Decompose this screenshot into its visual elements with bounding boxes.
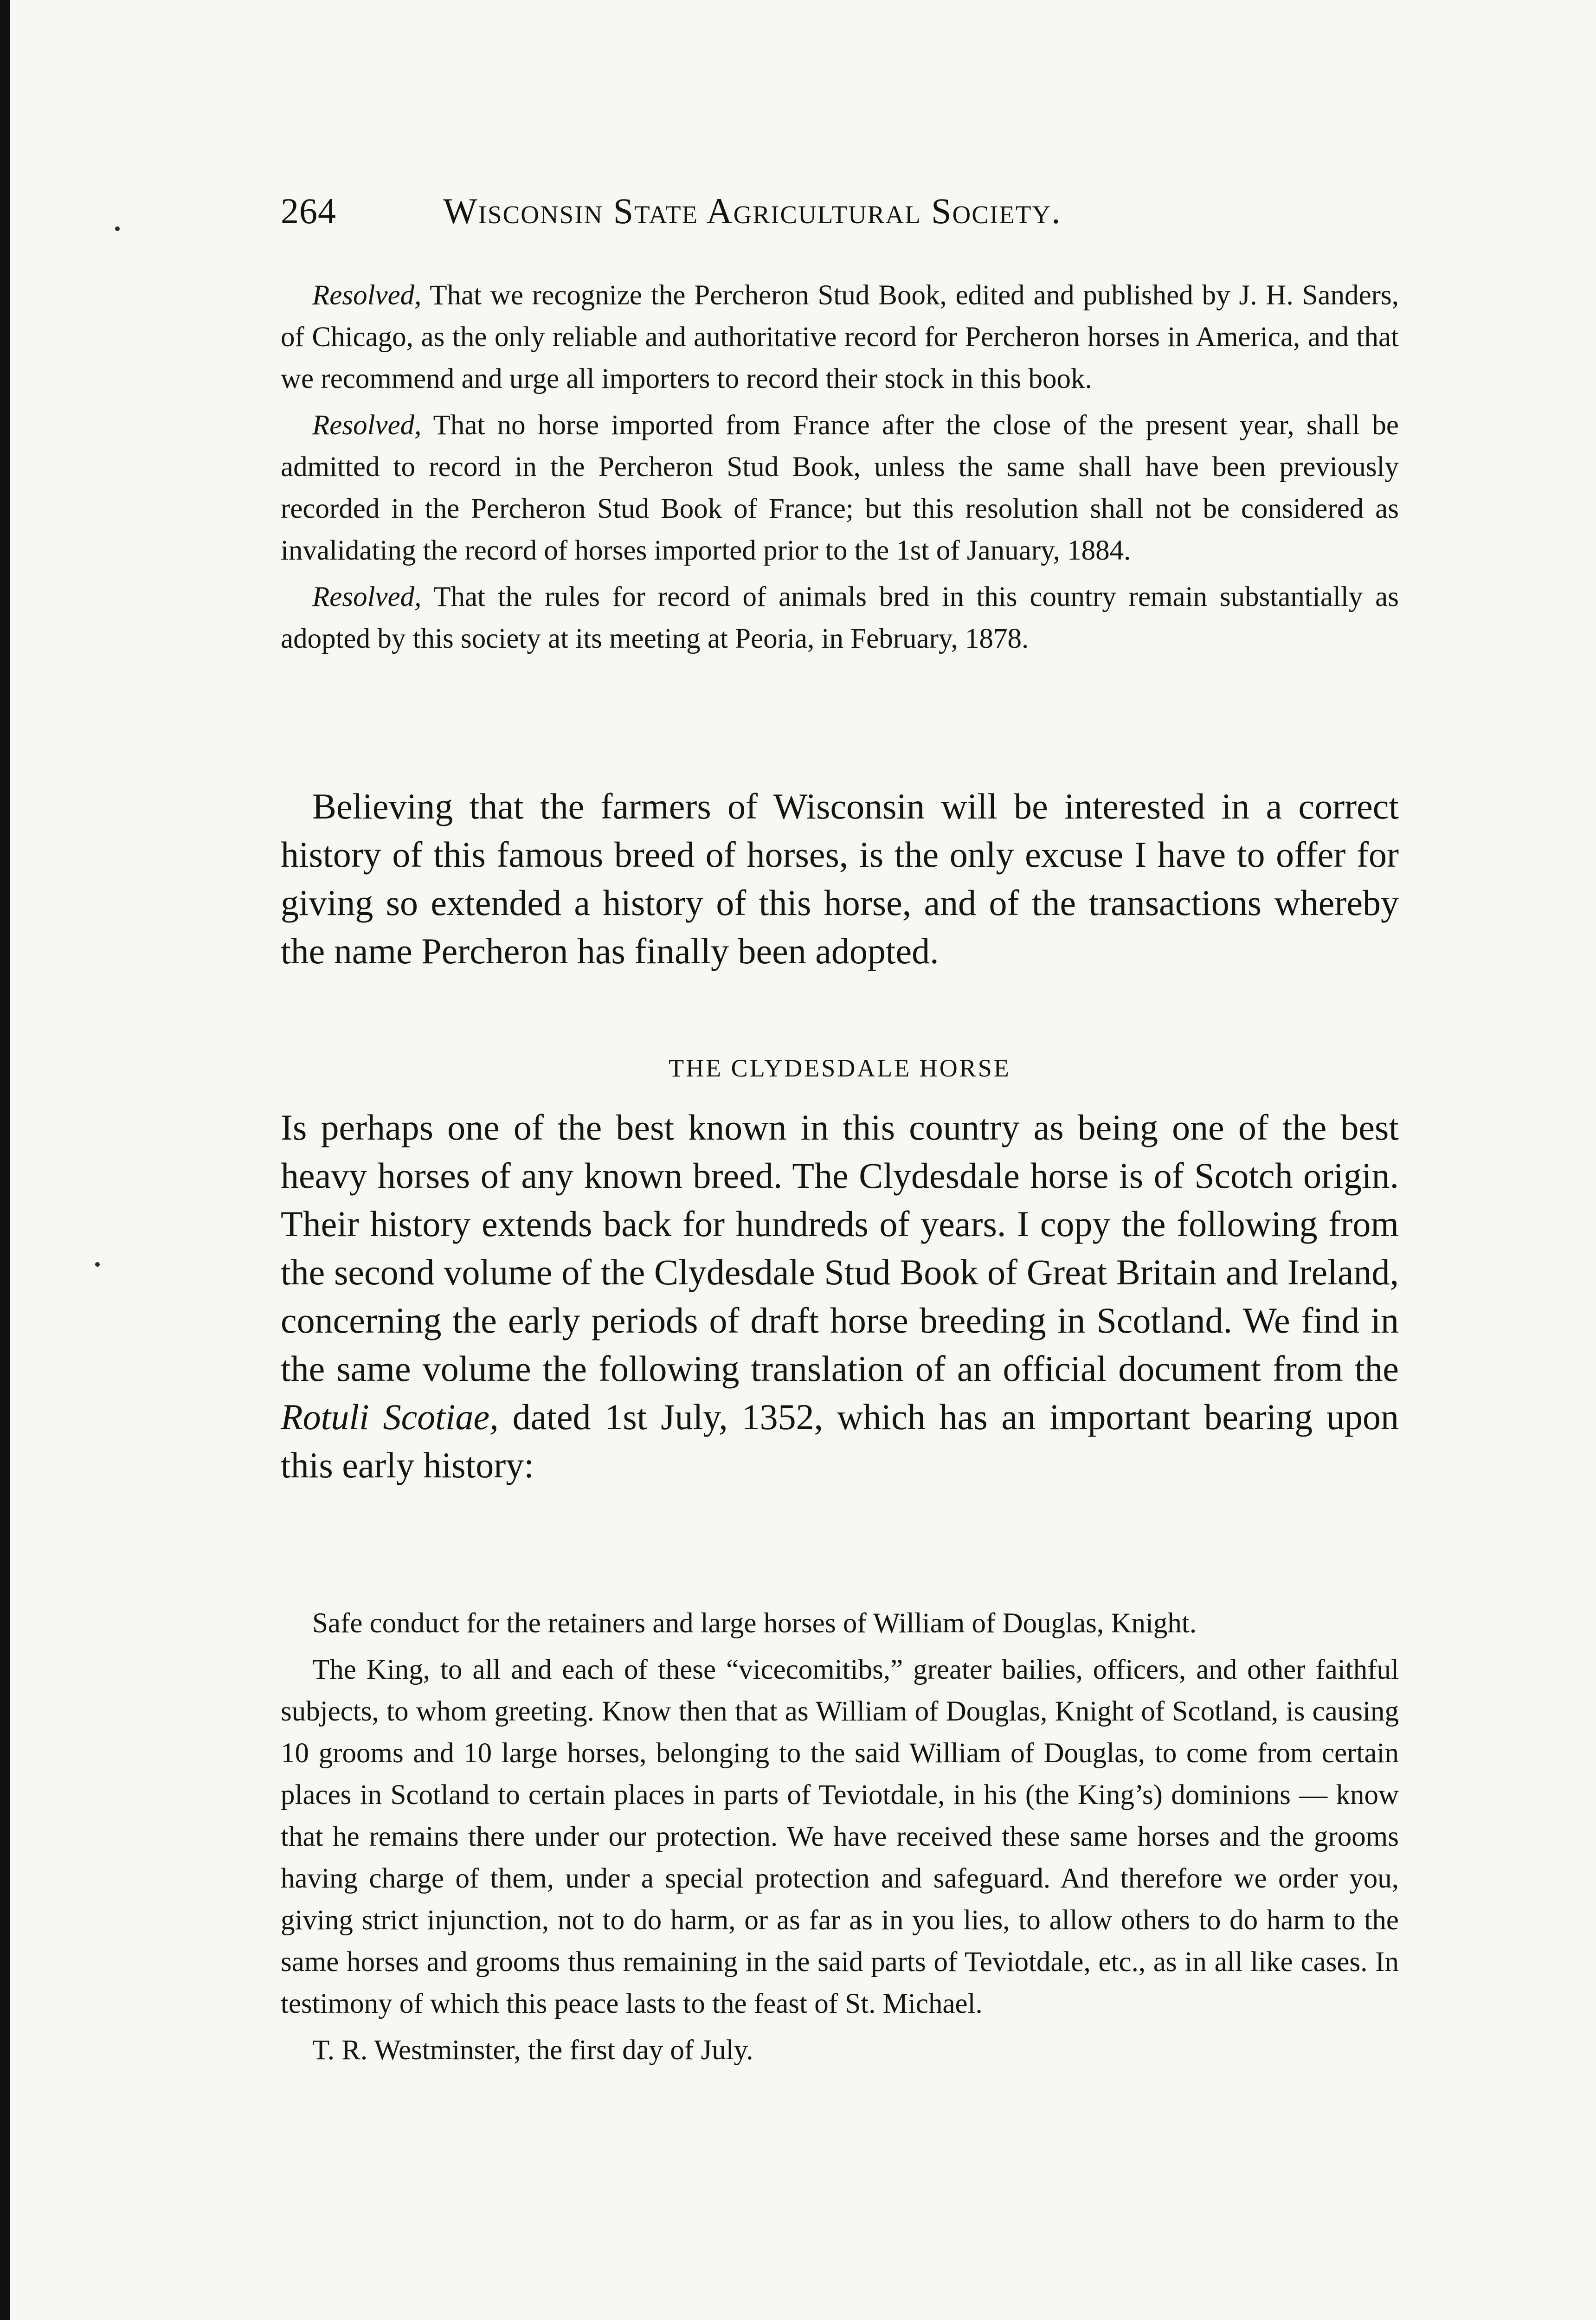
resolution-lead: Resolved,	[312, 581, 422, 612]
page-number: 264	[281, 191, 336, 231]
believing-block	[281, 782, 1399, 975]
document-block	[281, 1603, 1399, 2071]
clydesdale-text: Is perhaps one of the best known in this country as being one of the best heavy horses of any known breed. The Clydesdale horse is of Scotch origin. Their history extends back for hundreds of years. I copy the following from the second volume of the Clydesdale Stud Book of Great Britain and Ireland, concerning the early periods of draft horse breeding in Scotland. We find in the same volume the following translation of an official document from the	[281, 1107, 1399, 1389]
page-header	[281, 188, 1246, 244]
resolution-text: That the rules for record of animals bred in this country remain substantially as adopted by this society at its meeting at Peoria, in February, 1878.	[281, 581, 1399, 654]
resolutions-block	[281, 275, 1399, 660]
running-title: Wisconsin State Agricultural Society.	[443, 191, 1062, 231]
resolution-lead: Resolved,	[312, 280, 422, 311]
clydesdale-text-end: dated 1st July, 1352, which has an important bearing upon this early history:	[281, 1397, 1399, 1485]
believing-paragraph: Believing that the farmers of Wisconsin will be interested in a correct history of this famous breed of horses, is the only excuse I have to offer for giving so extended a history of this horse, and of the transactions whereby the name Percheron has finally been adopted.	[281, 786, 1399, 971]
resolution-text: That no horse imported from France after the close of the present year, shall be admitted to record in the Percheron Stud Book, unless the same shall have been previously recorded in the Percheron Stud Book of France; but this resolution shall not be considered as invalidating the record of horses imported prior to the 1st of January, 1884.	[281, 410, 1399, 566]
resolution-paragraph	[281, 405, 1399, 572]
clydesdale-block	[281, 1103, 1399, 1489]
closing-line: T. R. Westminster, the first day of July.	[312, 2035, 753, 2066]
king-paragraph: The King, to all and each of these “vicecomitibs,” greater bailies, officers, and other faithful subjects, to whom greeting. Know then that as William of Douglas, Knight of Scotland, is causing 10 grooms and 10 large horses, belonging to the said William of Douglas, to come from certain places in Scotland to certain places in parts of Teviotdale, in his (the King’s) dominions — know that he remains there under our protection. We have received these same horses and the grooms having charge of them, under a special protection and safeguard. And therefore we order you, giving strict injunction, not to do harm, or as far as in you lies, to allow others to do harm to the same horses and grooms thus remaining in the said parts of Teviotdale, etc., as in all like cases. In testimony of which this peace lasts to the feast of St. Michael.	[281, 1654, 1399, 2019]
rotuli-scotiae-title: Rotuli Scotiae,	[281, 1397, 499, 1437]
clydesdale-paragraph	[281, 1103, 1399, 1489]
resolution-paragraph	[281, 576, 1399, 660]
scan-speck	[115, 226, 120, 231]
safe-conduct-paragraph: Safe conduct for the retainers and large horses of William of Douglas, Knight.	[312, 1608, 1197, 1639]
scan-speck	[95, 1262, 100, 1267]
resolution-paragraph	[281, 275, 1399, 400]
section-heading: THE CLYDESDALE HORSE	[669, 1054, 1011, 1082]
scan-left-border	[0, 0, 10, 2320]
resolution-lead: Resolved,	[312, 410, 422, 441]
resolution-text: That we recognize the Percheron Stud Book, edited and published by J. H. Sanders, of Chicago, as the only reliable and authoritative record for Percheron horses in America, and that we recommend and urge all importers to record their stock in this book.	[281, 280, 1399, 394]
